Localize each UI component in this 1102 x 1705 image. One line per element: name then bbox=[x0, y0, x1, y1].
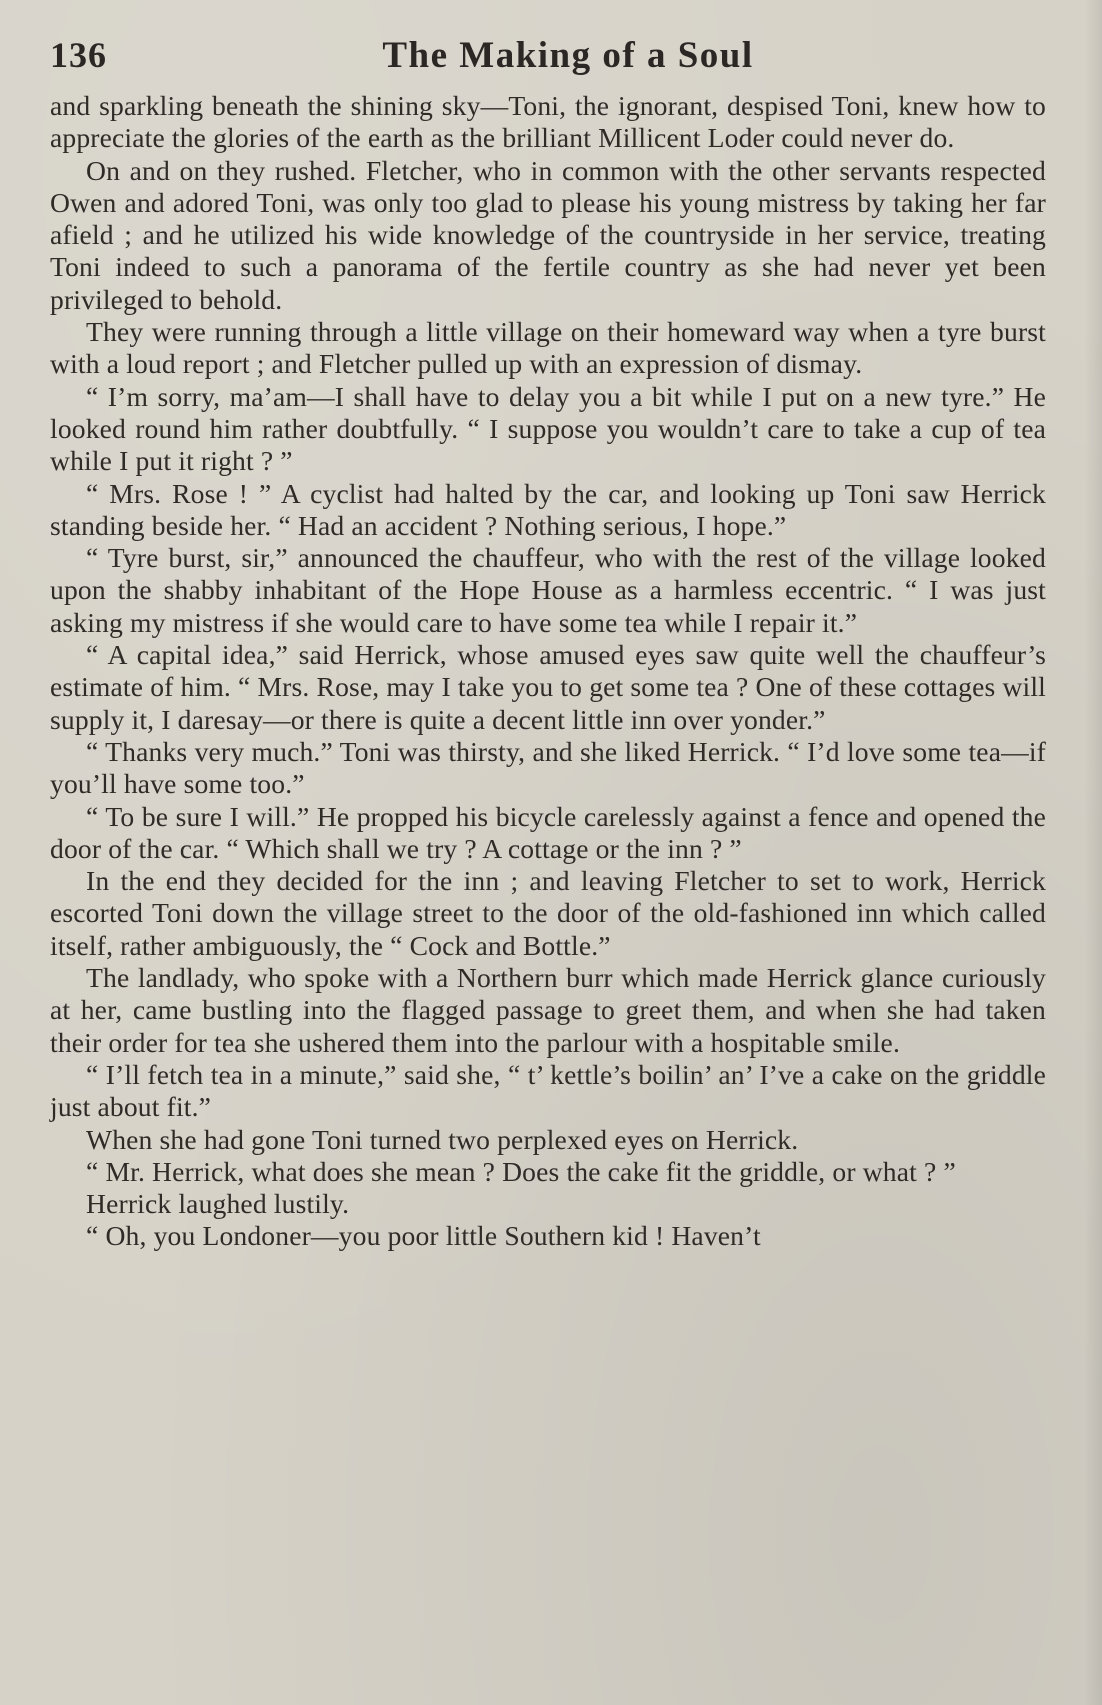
page-edge-shadow bbox=[1084, 0, 1102, 1705]
paragraph: They were running through a little village on their homeward way when a tyre burst with a loud report ; and Fletcher pulled up with an expression of dismay. bbox=[50, 316, 1046, 380]
paragraph: In the end they decided for the inn ; and leaving Fletcher to set to work, Herrick escorted Toni down the village street to the door of the old-fashioned inn which called itself, rather ambiguously, the “ Cock and Bottle.” bbox=[50, 865, 1046, 961]
paragraph: The landlady, who spoke with a Northern burr which made Herrick glance curiously at her, came bustling into the flagged passage to greet them, and when she had taken their order for tea she ushered them into the parlour with a hospitable smile. bbox=[50, 962, 1046, 1058]
paragraph: “ I’m sorry, ma’am—I shall have to delay you a bit while I put on a new tyre.” He looked round him rather doubtfully. “ I suppose you wouldn’t care to take a cup of tea while I put it right ? ” bbox=[50, 380, 1046, 477]
paragraph: When she had gone Toni turned two perplexed eyes on Herrick. bbox=[86, 1123, 799, 1155]
paragraph: “ To be sure I will.” He propped his bicycle carelessly against a fence and opened the door of the car. “ Which shall we try ? A cottage or the inn ? ” bbox=[50, 800, 1046, 864]
paragraph: “ Oh, you Londoner—you poor little Southern kid ! Haven’t bbox=[86, 1220, 761, 1252]
paragraph: “ Thanks very much.” Toni was thirsty, and she liked Herrick. “ I’d love some tea—if you’ll have some too.” bbox=[50, 735, 1046, 800]
paragraph: “ Tyre burst, sir,” announced the chauffeur, who with the rest of the village looked upon the shabby inhabitant of the Hope House as a harmless eccentric. “ I was just asking my mistress if she would care to have some tea while I repair it.” bbox=[50, 542, 1046, 638]
page-number: 136 bbox=[50, 35, 107, 75]
running-head bbox=[50, 34, 1046, 82]
paragraph: “ Mr. Herrick, what does she mean ? Does the cake fit the griddle, or what ? ” bbox=[86, 1155, 956, 1187]
paragraph: “ A capital idea,” said Herrick, whose amused eyes saw quite well the chauffeur’s estimate of him. “ Mrs. Rose, may I take you to get some tea ? One of these cottages will supply it, I daresay—or there is quite a decent little inn over yonder.” bbox=[50, 639, 1046, 735]
book-title: The Making of a Soul bbox=[382, 35, 754, 76]
paragraph: “ Mrs. Rose ! ” A cyclist had halted by the car, and looking up Toni saw Herrick standing beside her. “ Had an accident ? Nothing serious, I hope.” bbox=[50, 477, 1046, 541]
paragraph: “ I’ll fetch tea in a minute,” said she, “ t’ kettle’s boilin’ an’ I’ve a cake on the griddle just about fit.” bbox=[50, 1058, 1046, 1123]
body-text bbox=[50, 90, 1046, 1253]
paragraph: On and on they rushed. Fletcher, who in common with the other servants respected Owen and adored Toni, was only too glad to please his young mistress by taking her far afield ; and he utilized his wide knowledge of the countryside in her service, treating Toni indeed to such a panorama of the fertile country as she had never yet been privileged to behold. bbox=[50, 154, 1046, 315]
paragraph: and sparkling beneath the shining sky—Toni, the ignorant, despised Toni, knew how to appreciate the glories of the earth as the brilliant Millicent Loder could never do. bbox=[50, 90, 1046, 154]
paragraph: Herrick laughed lustily. bbox=[86, 1188, 350, 1220]
